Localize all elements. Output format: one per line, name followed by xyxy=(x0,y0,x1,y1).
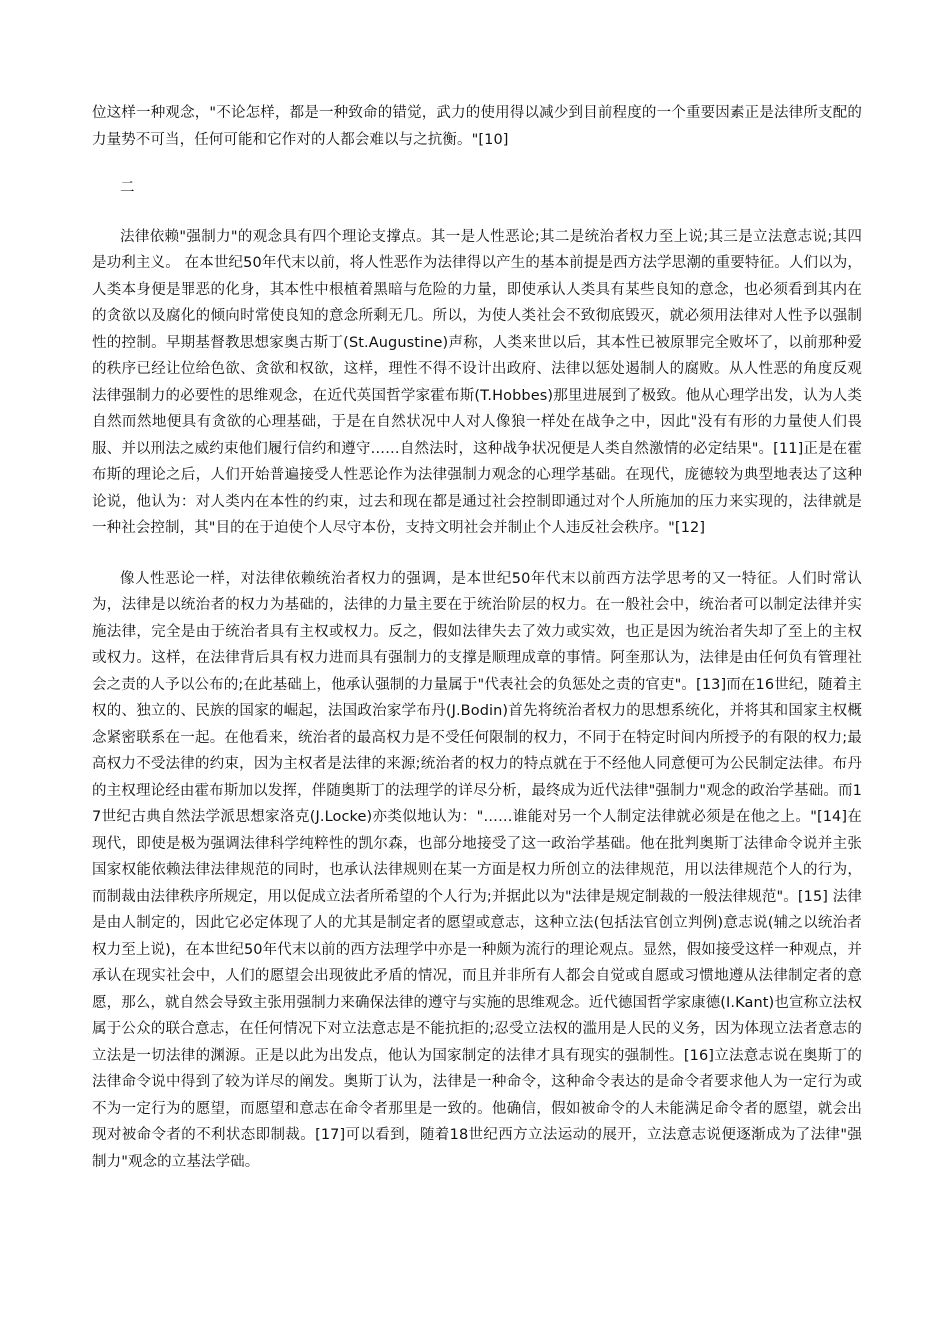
paragraph-3: 像人性恶论一样，对法律依赖统治者权力的强调，是本世纪50年代末以前西方法学思考的又一特征。人们时常认为，法律是以统治者的权力为基础的，法律的力量主要在于统治阶层的权力。在一般社会中，统治者可以制定法律并实施法律，完全是由于统治者具有主权或权力。反之，假如法律失去了效力或实效，也正是因为统治者失却了至上的主权或权力。这样，在法律背后具有权力进而具有强制力的支撑是顺理成章的事情。阿奎那认为，法律是由任何负有管理社会之责的人予以公布的;在此基础上，他承认强制的力量属于"代表社会的负惩处之责的官吏"。[13]而在16世纪，随着主权的、独立的、民族的国家的崛起，法国政治家学布丹(J.Bodin)首先将统治者权力的思想系统化，并将其和国家主权概念紧密联系在一起。在他看来，统治者的最高权力是不受任何限制的权力，不同于在特定时间内所授予的有限的权力;最高权力不受法律的约束，因为主权者是法律的来源;统治者的权力的特点就在于不经他人同意便可为公民制定法律。布丹的主权理论经由霍布斯加以发挥，伴随奥斯丁的法理学的详尽分析，最终成为近代法律"强制力"观念的政治学基础。而17世纪古典自然法学派思想家洛克(J.Locke)亦类似地认为："……谁能对另一个人制定法律就必须是在他之上。"[14]在现代，即使是极为强调法律科学纯粹性的凯尔森，也部分地接受了这一政治学基础。他在批判奥斯丁法律命令说并主张国家权能依赖法律法律规范的同时，也承认法律规则在某一方面是权力所创立的法律规范，用以法律规范个人的行为，而制裁由法律秩序所规定，用以促成立法者所希望的个人行为;并据此以为"法律是规定制裁的一般法律规范"。[15] 法律是由人制定的，因此它必定体现了人的尤其是制定者的愿望或意志，这种立法(包括法官创立判例)意志说(辅之以统治者权力至上说)，在本世纪50年代末以前的西方法理学中亦是一种颇为流行的理论观点。显然，假如接受这样一种观点，并承认在现实社会中，人们的愿望会出现彼此矛盾的情况，而且并非所有人都会自觉或自愿或习惯地遵从法律制定者的意愿，那么，就自然会导致主张用强制力来确保法律的遵守与实施的思维观念。近代德国哲学家康德(I.Kant)也宣称立法权属于公众的联合意志，在任何情况下对立法意志是不能抗拒的;忍受立法权的滥用是人民的义务，因为体现立法者意志的立法是一切法律的渊源。正是以此为出发点，他认为国家制定的法律才具有现实的强制性。[16]立法意志说在奥斯丁的法律命令说中得到了较为详尽的阐发。奥斯丁认为，法律是一种命令，这种命令表达的是命令者要求他人为一定行为或不为一定行为的愿望，而愿望和意志在命令者那里是一致的。他确信，假如被命令的人未能满足命令者的愿望，就会出现对被命令者的不利状态即制裁。[17]可以看到，随着18世纪西方立法运动的展开，立法意志说便逐渐成为了法律"强制力"观念的立基法学础。 xyxy=(92,570,862,1170)
document-page xyxy=(92,100,862,1175)
section-heading: 二 xyxy=(120,180,135,196)
paragraph-1: 位这样一种观念，"不论怎样，都是一种致命的错觉，武力的使用得以减少到目前程度的一个重要因素正是法律所支配的力量势不可当，任何可能和它作对的人都会难以与之抗衡。"[10] xyxy=(92,105,862,148)
paragraph-2: 法律依赖"强制力"的观念具有四个理论支撑点。其一是人性恶论;其二是统治者权力至上说;其三是立法意志说;其四是功利主义。 在本世纪50年代末以前，将人性恶作为法律得以产生的基本前提是西方法学思潮的重要特征。人们以为，人类本身便是罪恶的化身，其本性中根植着黑暗与危险的力量，即使承认人类具有某些良知的意念，也必须看到其内在的贪欲以及腐化的倾向时常使良知的意念所剩无几。所以，为使人类社会不致彻底毁灭，就必须用法律对人性予以强制性的控制。早期基督教思想家奥古斯丁(St.Augustine)声称，人类来世以后，其本性已被原罪完全败坏了，以前那种爱的秩序已经让位给色欲、贪欲和权欲，这样，理性不得不设计出政府、法律以惩处遏制人的腐败。从人性恶的角度反观法律强制力的必要性的思维观念，在近代英国哲学家霍布斯(T.Hobbes)那里进展到了极致。他从心理学出发，认为人类自然而然地便具有贪欲的心理基础，于是在自然状况中人对人像狼一样处在战争之中，因此"没有有形的力量使人们畏服、并以刑法之威约束他们履行信约和遵守……自然法时，这种战争状况便是人类自然激情的必定结果"。[11]正是在霍布斯的理论之后，人们开始普遍接受人性恶论作为法律强制力观念的心理学基础。在现代，庞德较为典型地表达了这种论说，他认为：对人类内在本性的约束，过去和现在都是通过社会控制即通过对个人所施加的压力来实现的，法律就是一种社会控制，其"目的在于迫使个人尽守本份，支持文明社会并制止个人违反社会秩序。"[12] xyxy=(92,228,862,536)
